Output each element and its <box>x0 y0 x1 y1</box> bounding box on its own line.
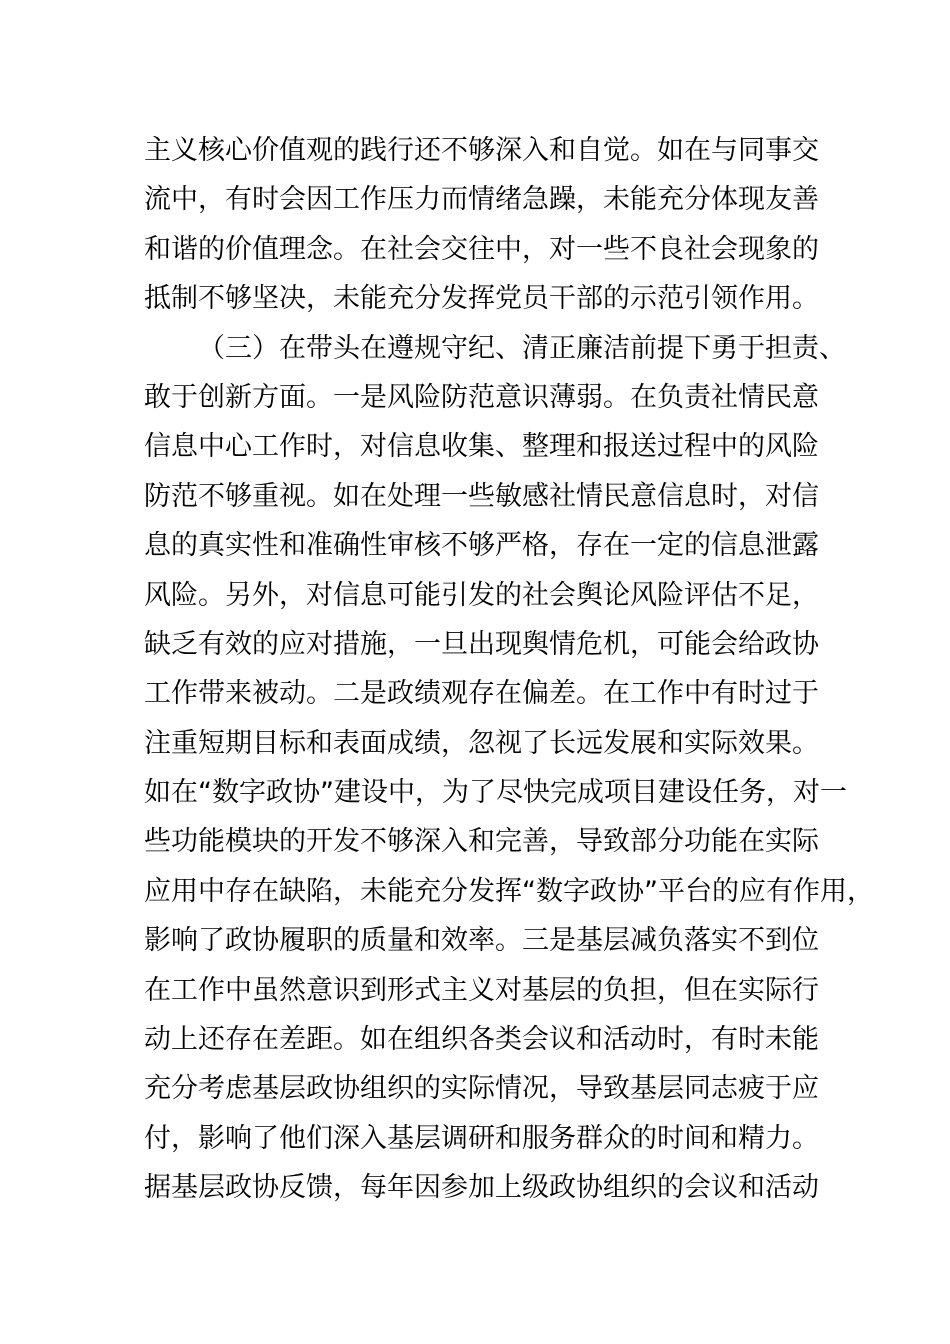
text-line: 动上还存在差距。如在组织各类会议和活动时，有时未能 <box>144 1024 819 1056</box>
text-line: 流中，有时会因工作压力而情绪急躁，未能充分体现友善 <box>144 184 819 216</box>
text-line: 据基层政协反馈，每年因参加上级政协组织的会议和活动 <box>144 1172 819 1204</box>
text-line: 风险。另外，对信息可能引发的社会舆论风险评估不足， <box>144 579 819 611</box>
text-line: 缺乏有效的应对措施，一旦出现舆情危机，可能会给政协 <box>144 628 819 660</box>
text-line: 工作带来被动。二是政绩观存在偏差。在工作中有时过于 <box>144 678 819 710</box>
text-line: 敢于创新方面。一是风险防范意识薄弱。在负责社情民意 <box>144 381 819 413</box>
body-text <box>144 126 874 1213</box>
text-line: 些功能模块的开发不够深入和完善，导致部分功能在实际 <box>144 826 819 858</box>
text-line: 息的真实性和准确性审核不够严格，存在一定的信息泄露 <box>144 530 819 562</box>
text-line: 信息中心工作时，对信息收集、整理和报送过程中的风险 <box>144 431 819 463</box>
text-line: 和谐的价值理念。在社会交往中，对一些不良社会现象的 <box>144 233 819 265</box>
section-heading-line: （三）在带头在遵规守纪、清正廉洁前提下勇于担责、 <box>198 332 846 364</box>
text-line: 注重短期目标和表面成绩，忽视了长远发展和实际效果。 <box>144 727 819 759</box>
text-line: 如在“数字政协”建设中，为了尽快完成项目建设任务，对一 <box>144 777 847 809</box>
text-line: 付，影响了他们深入基层调研和服务群众的时间和精力。 <box>144 1122 819 1154</box>
text-line: 充分考虑基层政协组织的实际情况，导致基层同志疲于应 <box>144 1073 819 1105</box>
text-line: 主义核心价值观的践行还不够深入和自觉。如在与同事交 <box>144 135 819 166</box>
text-line: 在工作中虽然意识到形式主义对基层的负担，但在实际行 <box>144 974 819 1006</box>
text-line: 防范不够重视。如在处理一些敏感社情民意信息时，对信 <box>144 480 819 512</box>
text-line: 应用中存在缺陷，未能充分发挥“数字政协”平台的应有作用， <box>144 875 874 907</box>
text-line: 影响了政协履职的质量和效率。三是基层减负落实不到位 <box>144 925 819 957</box>
text-line: 抵制不够坚决，未能充分发挥党员干部的示范引领作用。 <box>144 283 819 315</box>
